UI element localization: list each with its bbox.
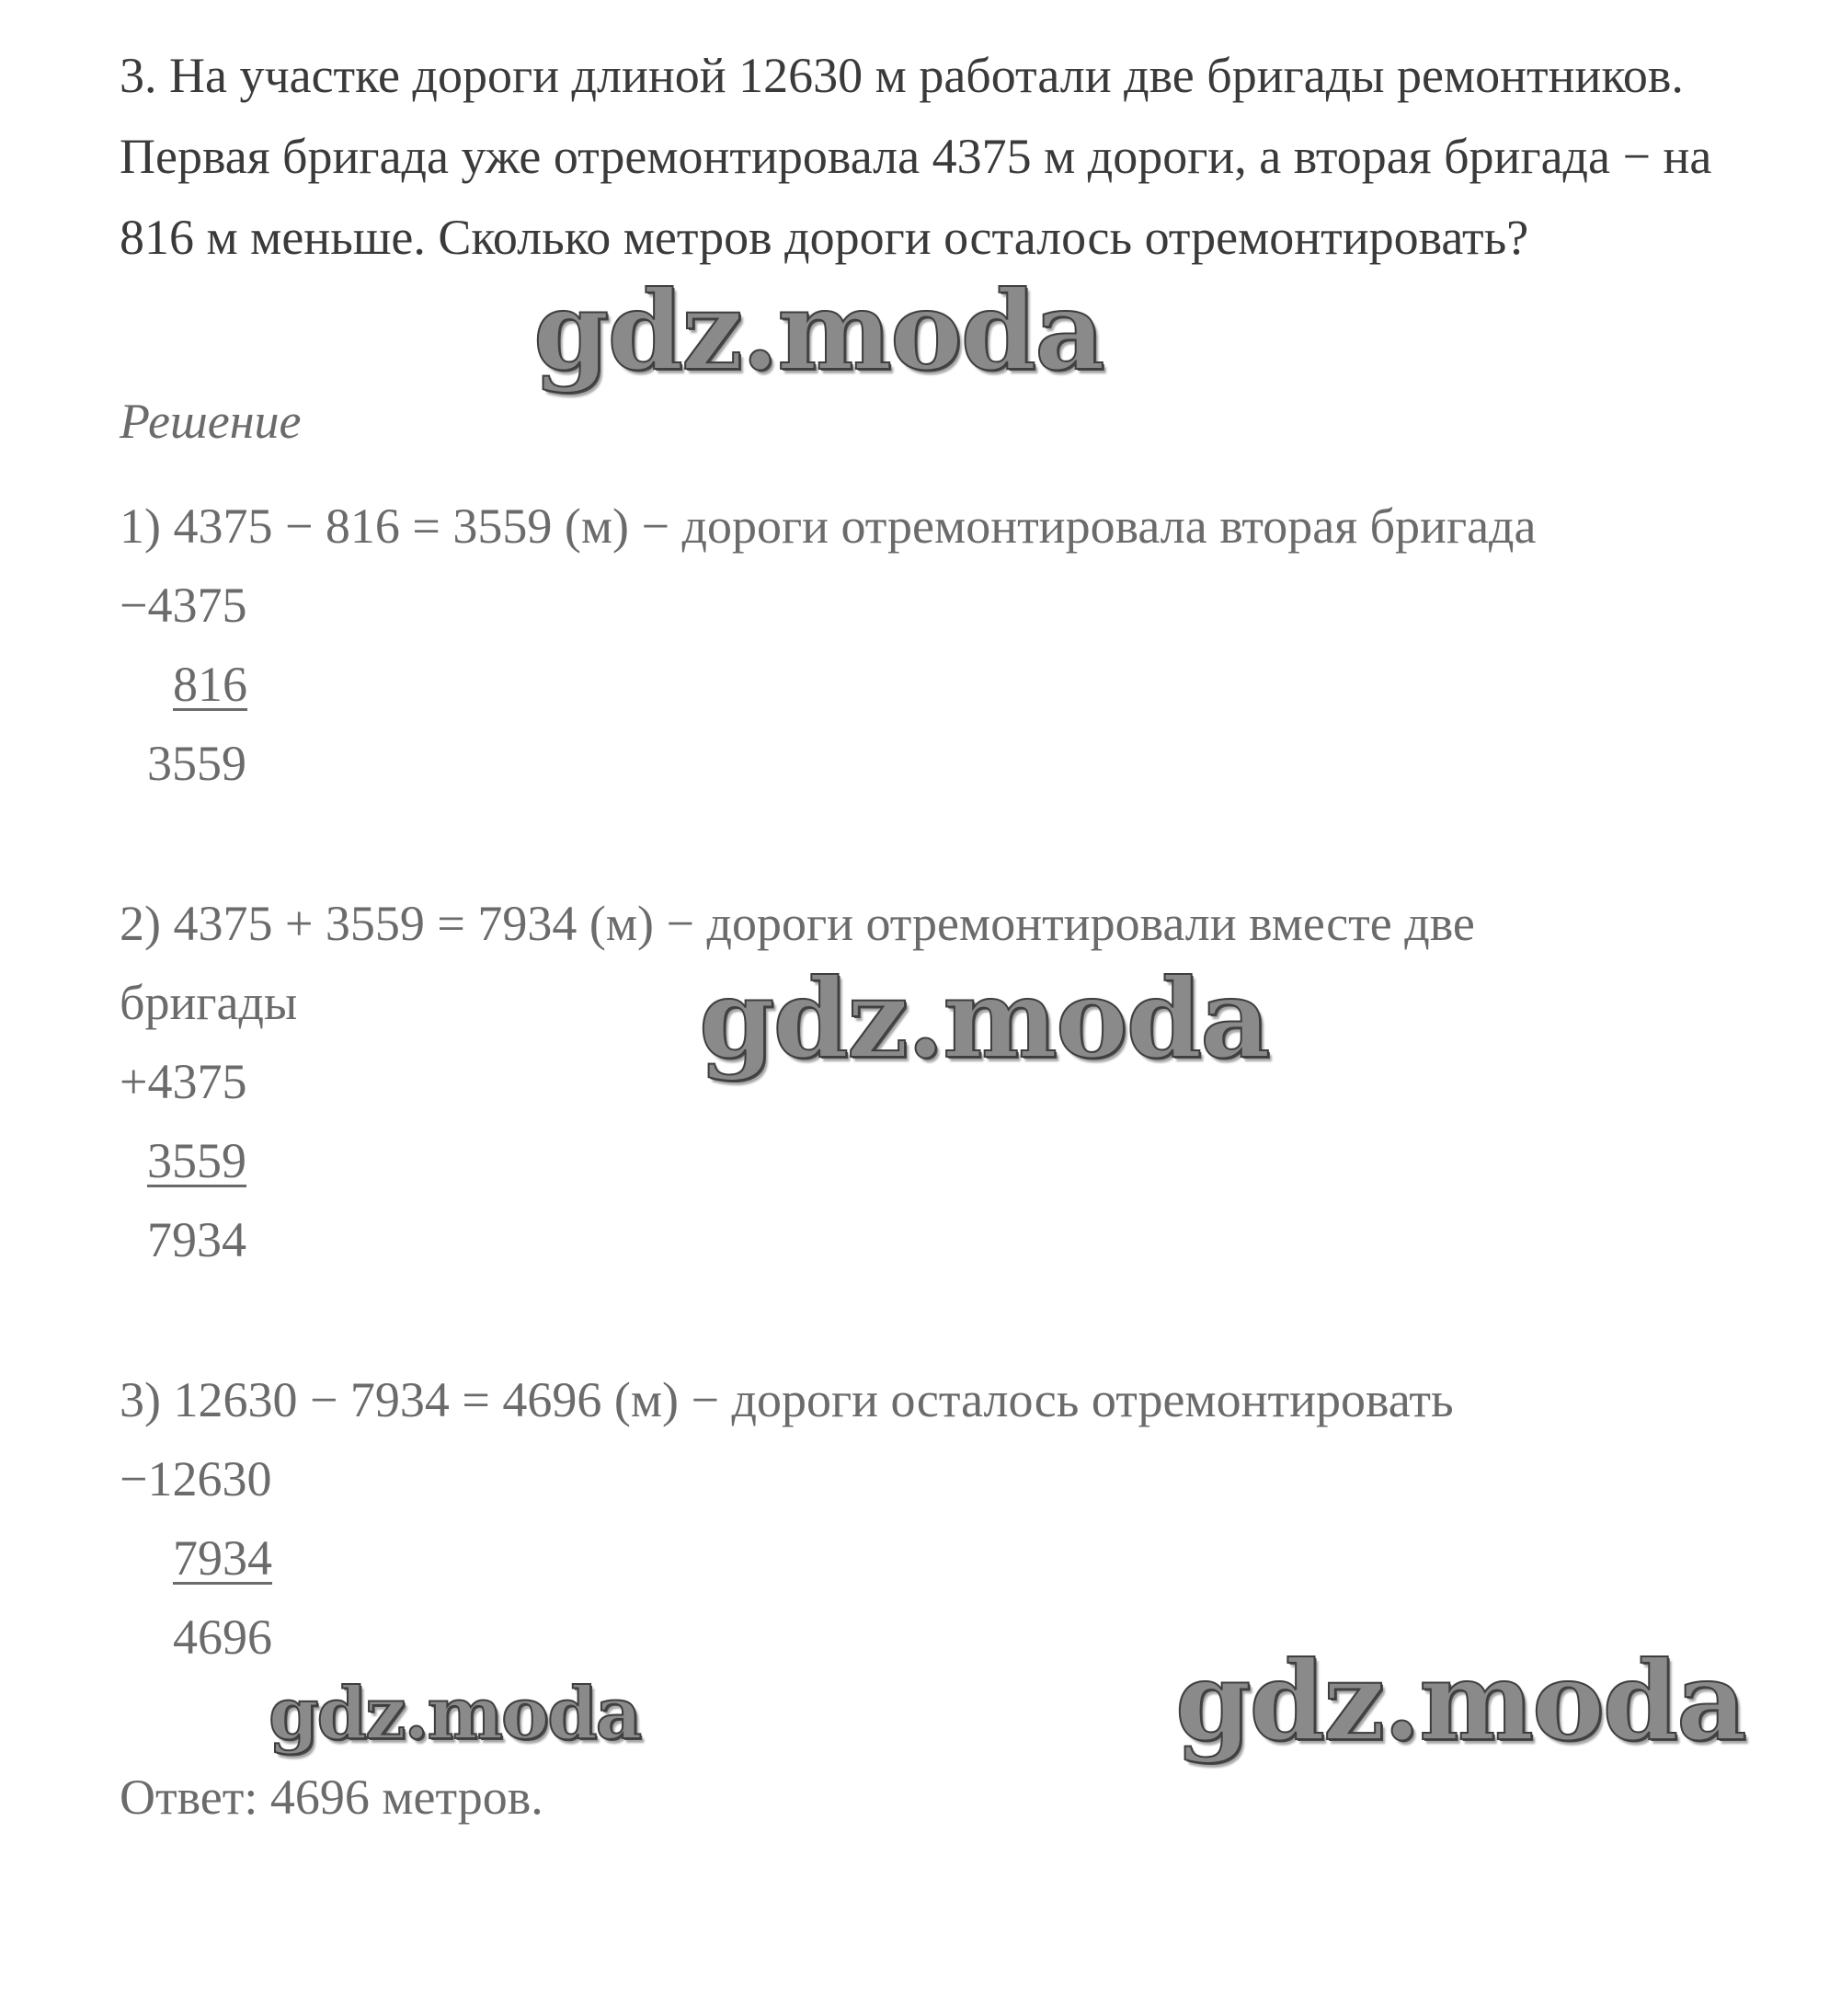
watermark: gdz.moda bbox=[533, 267, 1103, 395]
watermark: gdz.moda bbox=[269, 1672, 641, 1756]
solution-heading: Решение bbox=[120, 394, 302, 449]
step3-column-subtrahend bbox=[173, 1530, 272, 1586]
step1-column-result: 3559 bbox=[147, 736, 246, 791]
step3-column-minuend: −12630 bbox=[120, 1451, 272, 1506]
step1-column-subtrahend bbox=[173, 657, 247, 712]
step3-equation: 3) 12630 − 7934 = 4696 (м) − дороги осталось отремонтировать bbox=[120, 1372, 1454, 1427]
step2-column-result: 7934 bbox=[147, 1212, 246, 1267]
step3-column-result: 4696 bbox=[173, 1609, 272, 1665]
problem-statement: 3. На участке дороги длиной 12630 м работали две бригады ремонтников. Первая бригада уже отремонтировала 4375 м дороги, а вторая бригада − на 816 м меньше. Сколько метров дороги осталось отремонтировать? bbox=[120, 48, 1712, 265]
step2-column-addend2 bbox=[147, 1133, 246, 1188]
answer: Ответ: 4696 метров. bbox=[120, 1770, 543, 1825]
step2-equation-line1: 2) 4375 + 3559 = 7934 (м) − дороги отремонтировали вместе две bbox=[120, 896, 1475, 951]
step3-column-subtrahend-value: 7934 bbox=[173, 1530, 272, 1586]
watermark: gdz.moda bbox=[699, 955, 1269, 1082]
step2-column-addend2-value: 3559 bbox=[147, 1133, 246, 1188]
step1-equation: 1) 4375 − 816 = 3559 (м) − дороги отремонтировала вторая бригада bbox=[120, 498, 1537, 554]
step1-column-subtrahend-value: 816 bbox=[173, 657, 247, 712]
step2-column-addend1: +4375 bbox=[120, 1054, 247, 1109]
step2-equation-line2: бригады bbox=[120, 975, 298, 1030]
watermark: gdz.moda bbox=[1175, 1637, 1745, 1765]
step1-column-minuend: −4375 bbox=[120, 578, 247, 633]
